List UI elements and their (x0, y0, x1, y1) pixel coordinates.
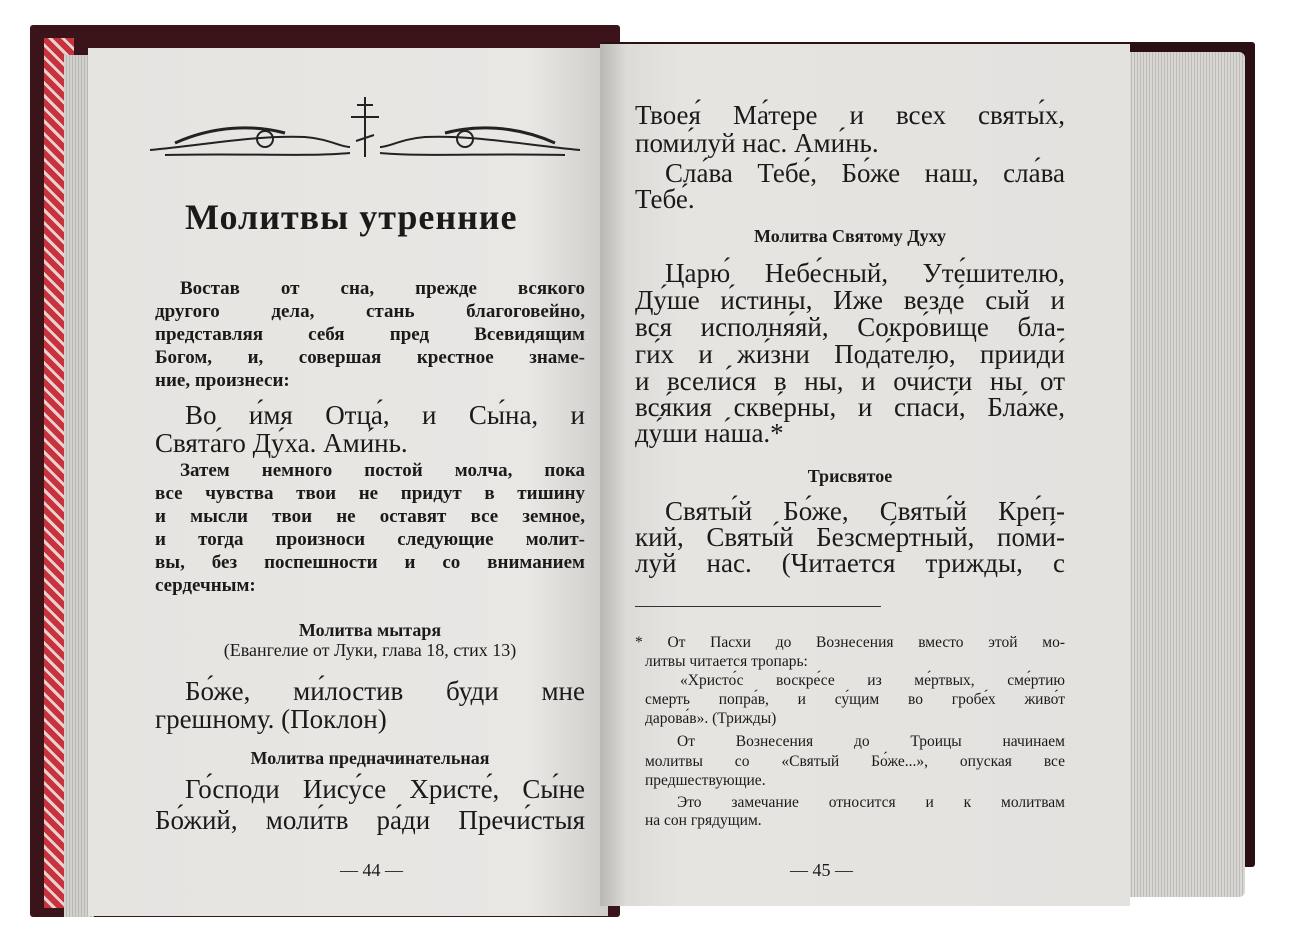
footnote-line: литвы читается тропарь: (645, 653, 808, 670)
intro-line: Востав от сна, прежде всякого (180, 278, 585, 299)
instruction-line: сердечным: (155, 575, 256, 596)
prayer-line: и всели́ся в ны, и очи́сти ны от (635, 366, 1065, 396)
prayer-line: Сла́ва Тебе́, Бо́же наш, сла́ва (665, 158, 1065, 188)
instruction-line: и мысли твои не оставят все земное, (155, 506, 585, 527)
prayer-line: Бо́жий, моли́тв ра́ди Пречи́стыя (155, 805, 585, 835)
prayer-line: вся исполня́яй, Сокро́вище бла- (635, 312, 1065, 342)
page-title: Молитвы утренние (185, 197, 518, 237)
footnote-line: дарова́в». (Трижды) (645, 710, 777, 727)
prayer-line: грешному. (Поклон) (155, 704, 387, 734)
instruction-line: все чувства твои не придут в тишину (155, 483, 585, 504)
prayer-line: Тебе́. (635, 184, 695, 214)
prayer-line: Святы́й Бо́же, Святы́й Кре́п- (665, 496, 1065, 526)
page-number: — 45 — (790, 860, 853, 880)
intro-line: Богом, и, совершая крестное знаме- (155, 347, 585, 368)
prayer-line: Го́споди Иису́се Христе́, Сы́не (185, 774, 585, 804)
prayer-line: Твоея́ Ма́тере и всех святы́х, (635, 100, 1065, 130)
prayer-line: луй нас. (Читается трижды, с (635, 548, 1065, 578)
section-heading: Молитва Святому Духу (754, 226, 946, 246)
instruction-line: Затем немного постой молча, пока (180, 460, 585, 481)
cross-ornament-icon (145, 95, 585, 165)
footnote-line: предшествующие. (645, 772, 766, 789)
footnote-divider (635, 606, 881, 607)
instruction-line: вы, без поспешности и со вниманием (155, 552, 585, 573)
footnote-line: молитвы со «Святый Бо́же...», опуская все (645, 753, 1065, 770)
footnote-line: Это замечание относится и к молитвам (677, 794, 1065, 811)
footnote-line: смерть попра́в, и су́щим во гробе́х живо́т (645, 691, 1065, 708)
prayer-line: Ду́ше и́стины, Иже везде́ сый и (635, 285, 1065, 315)
prayer-line: Царю́ Небе́сный, Уте́шителю, (665, 258, 1065, 288)
page-number: — 44 — (340, 860, 403, 880)
intro-line: ние, произнеси: (155, 370, 290, 391)
prayer-line: вся́кия скве́рны, и спаси́, Бла́же, (635, 392, 1065, 422)
invocation-line: Свята́го Ду́ха. Ами́нь. (155, 428, 408, 458)
footnote-line: * От Пасхи до Вознесения вместо этой мо- (635, 634, 1065, 651)
scripture-source: (Евангелие от Луки, глава 18, стих 13) (223, 640, 517, 660)
prayer-line: поми́луй нас. Ами́нь. (635, 128, 879, 158)
section-heading: Молитва мытаря (298, 620, 442, 640)
intro-line: представляя себя пред Всевидящим (155, 324, 585, 345)
invocation-line: Во и́мя Отца́, и Сы́на, и (185, 400, 585, 430)
footnote-line: От Вознесения до Троицы начинаем (677, 733, 1065, 750)
prayer-line: ду́ши на́ша.* (635, 418, 784, 448)
footnote-line: на сон грядущим. (645, 812, 762, 829)
footnote-line: «Христо́с воскре́се из ме́ртвых, сме́ртию (680, 672, 1065, 689)
prayer-line: кий, Святы́й Безсме́ртный, поми́- (635, 522, 1065, 552)
prayer-line: Бо́же, ми́лостив буди мне (185, 676, 585, 706)
section-heading: Молитва предначинательная (250, 748, 490, 768)
instruction-line: и тогда произноси следующие молит- (155, 529, 585, 550)
prayer-line: ги́х и жи́зни Пода́телю, прииди́ (635, 339, 1065, 369)
page-edges-right (1120, 52, 1245, 897)
section-heading: Трисвятое (807, 466, 893, 486)
intro-line: другого дела, стань благоговейно, (155, 301, 585, 322)
